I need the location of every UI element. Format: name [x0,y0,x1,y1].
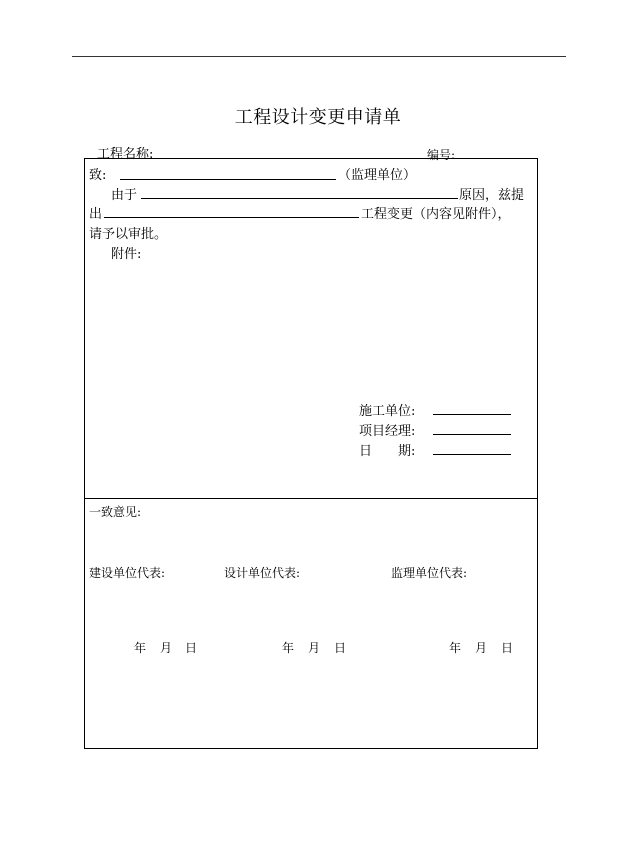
supervisor-date-day: 日 [501,641,514,655]
approval-text: 请予以审批。 [89,227,168,242]
due-to-label: 由于 [111,188,138,203]
manager-label: 项目经理: [359,424,416,439]
owner-date-year: 年 [134,641,147,655]
top-rule [72,56,566,57]
design-date-year: 年 [282,641,295,655]
owner-rep-label: 建设单位代表: [89,566,166,580]
supervisor-rep-label: 监理单位代表: [391,566,468,580]
design-rep-label: 设计单位代表: [224,566,301,580]
form-title: 工程设计变更申请单 [234,107,402,128]
contractor-label: 施工单位: [359,404,416,419]
to-label: 致: [89,168,107,183]
reason-blank[interactable] [141,198,458,199]
number-label: 编号: [427,148,456,162]
supervisor-date-year: 年 [449,641,462,655]
agreement-label: 一致意见: [89,505,142,519]
change-blank[interactable] [104,217,359,218]
section-divider [84,498,538,499]
supervisor-suffix: （监理单位） [338,168,417,183]
design-date-day: 日 [334,641,347,655]
owner-date-month: 月 [160,641,173,655]
propose-label: 出 [89,207,103,222]
manager-blank[interactable] [433,434,511,435]
supervisor-date-month: 月 [475,641,488,655]
design-date-month: 月 [308,641,321,655]
attachment-label: 附件: [111,247,142,262]
owner-date-day: 日 [185,641,198,655]
date-label: 日 期: [359,444,416,459]
project-name-label: 工程名称: [97,147,154,162]
reason-suffix: 原因，兹提 [459,188,525,203]
date-blank[interactable] [433,454,511,455]
contractor-blank[interactable] [433,414,511,415]
supervisor-unit-blank[interactable] [120,179,336,180]
change-suffix: 工程变更（内容见附件）， [361,207,511,222]
